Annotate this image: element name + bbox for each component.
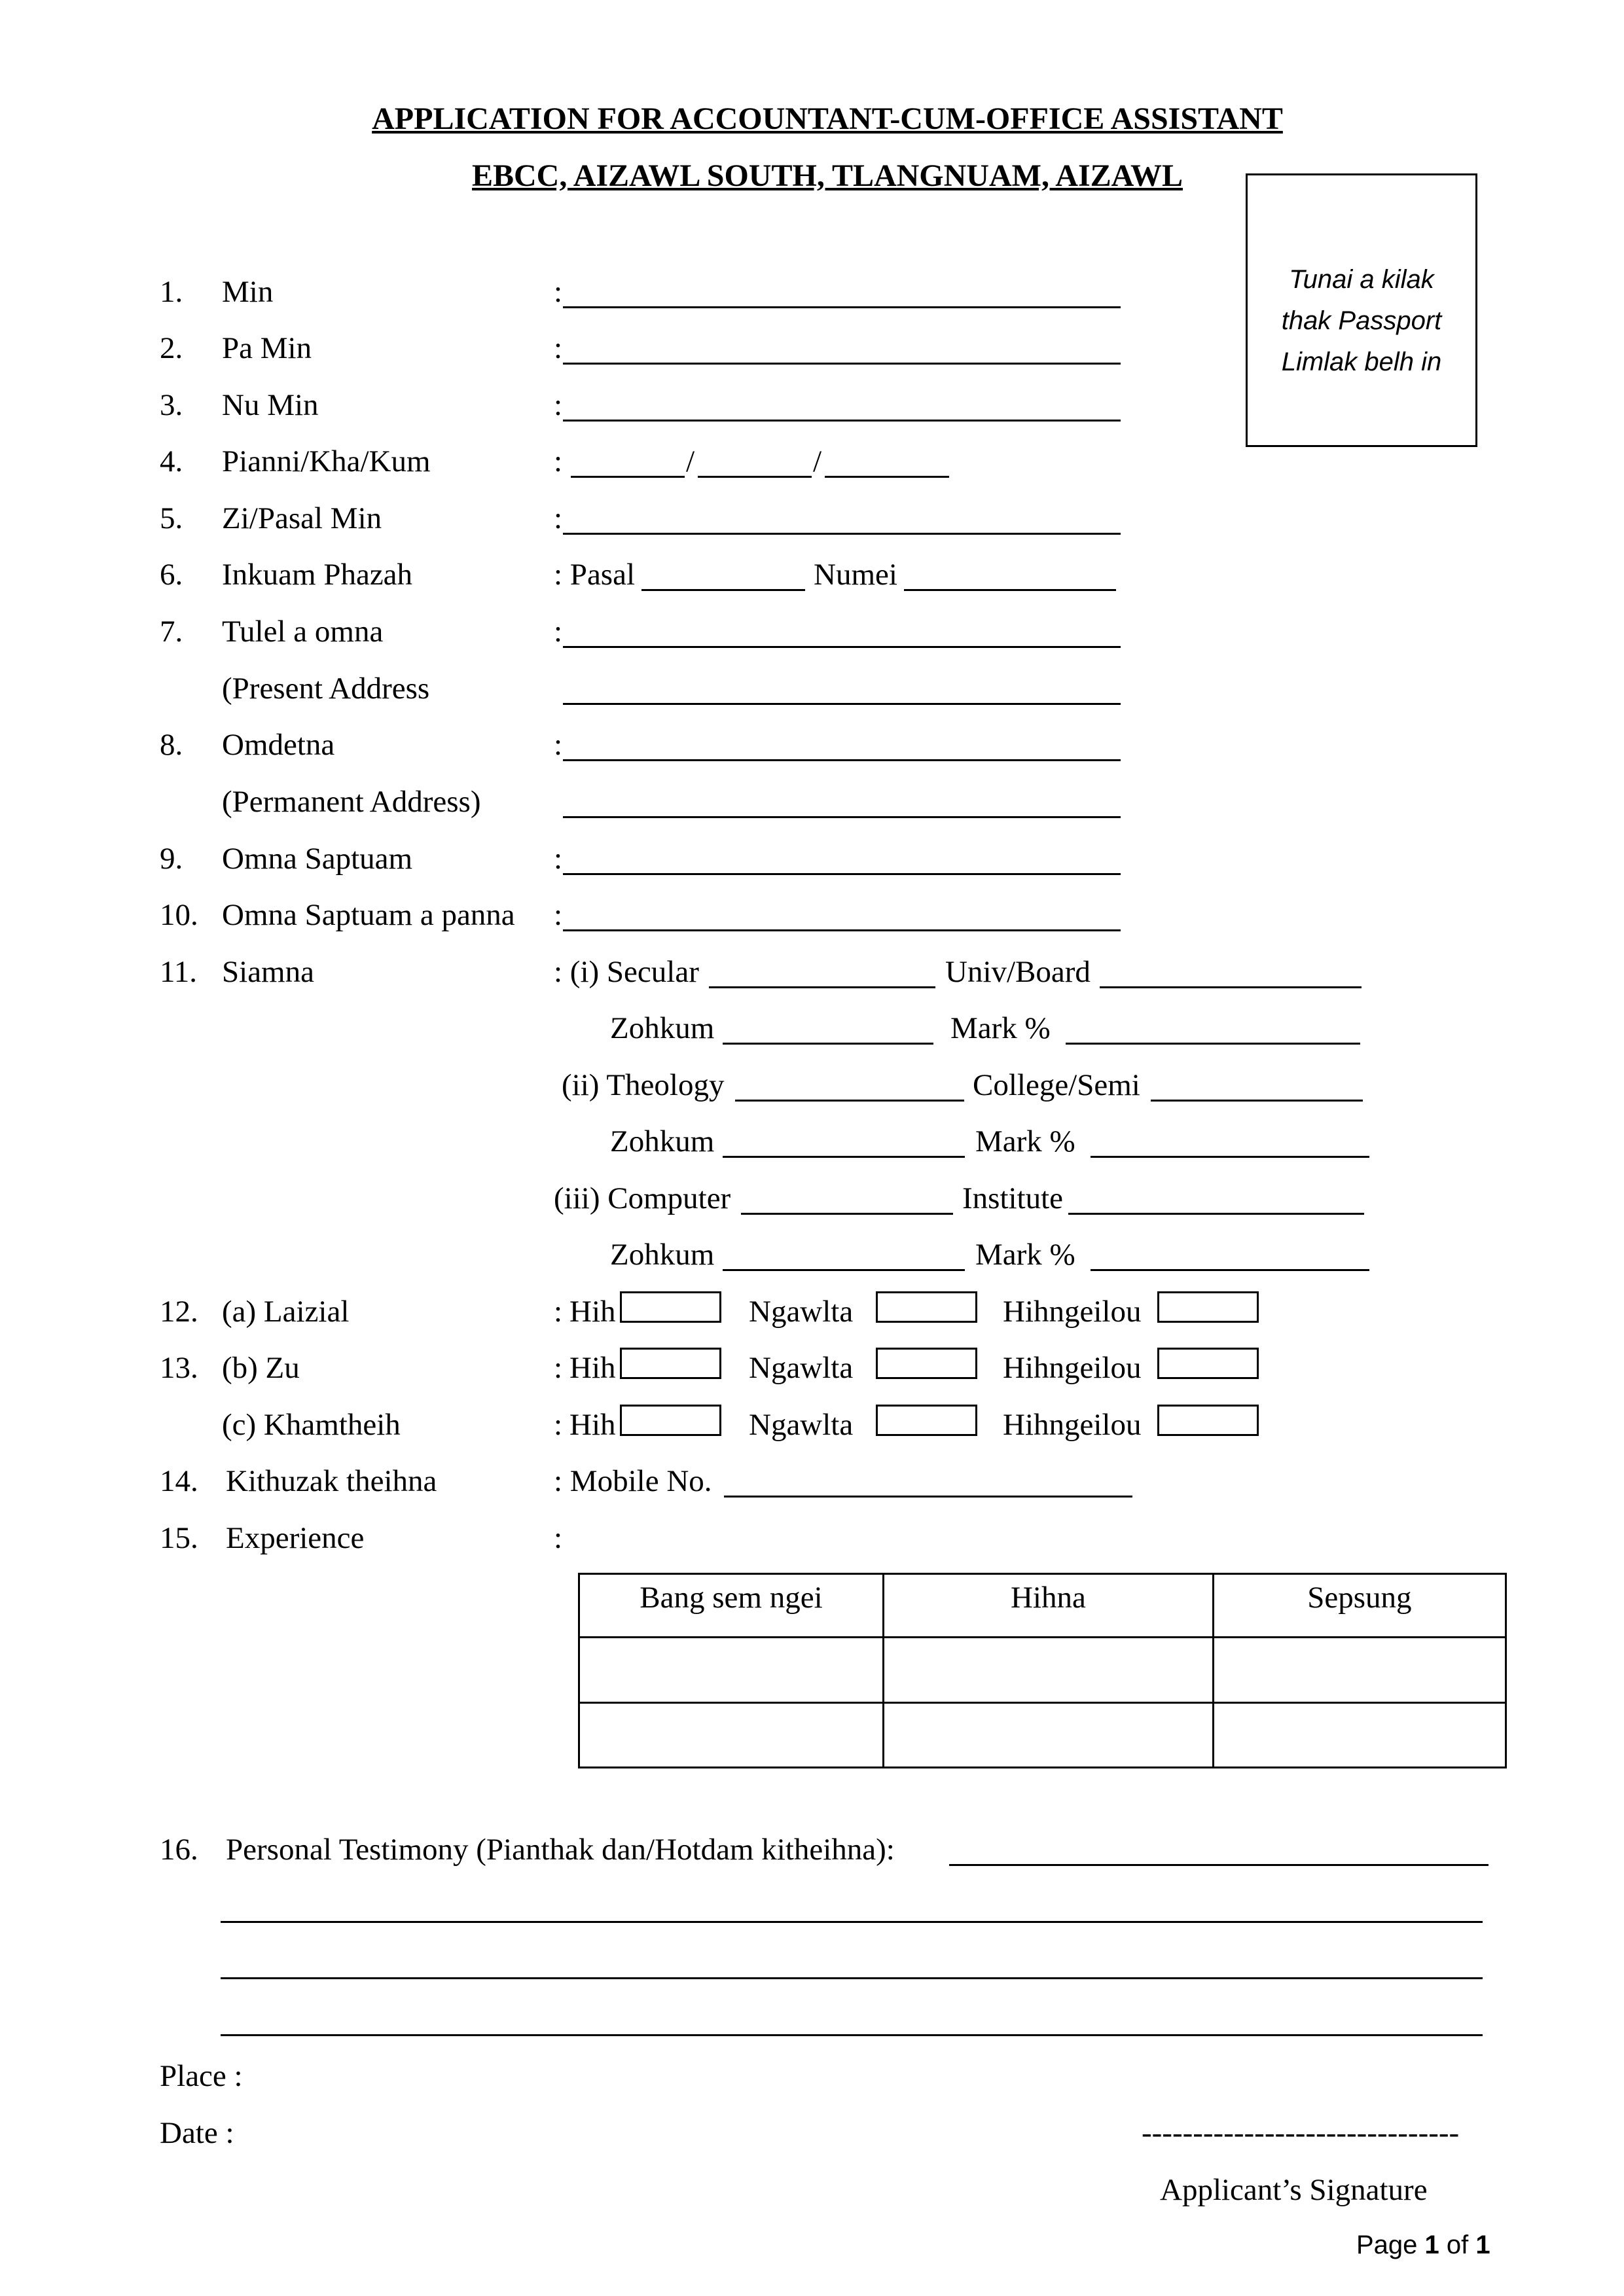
language-label-zu: (b) Zu <box>222 1351 300 1385</box>
mother-name-input-line[interactable] <box>563 420 1121 422</box>
table-header-row <box>579 1574 1506 1638</box>
laizial-fair-checkbox[interactable] <box>876 1291 977 1323</box>
language-fair-label: Ngawlta <box>749 1295 854 1329</box>
table-cell[interactable] <box>579 1702 884 1768</box>
dob-year-input-line[interactable] <box>825 476 949 478</box>
zu-good-checkbox[interactable] <box>620 1348 721 1379</box>
field-label-nu-min: Nu Min <box>222 388 319 422</box>
field-label-church-from: Omna Saptuam a panna <box>222 898 515 932</box>
theology-mark-input-line[interactable] <box>1091 1156 1369 1158</box>
computer-input-line[interactable] <box>741 1213 953 1215</box>
college-semi-input-line[interactable] <box>1151 1100 1363 1102</box>
experience-table <box>578 1573 1507 1768</box>
testimony-input-line-2[interactable] <box>221 1921 1483 1923</box>
female-count-input-line[interactable] <box>904 589 1116 591</box>
field-label-church: Omna Saptuam <box>222 842 413 876</box>
table-cell[interactable] <box>883 1702 1213 1768</box>
photo-box-text-3: Limlak belh in <box>1281 348 1442 376</box>
language-label-khamtheih: (c) Khamtheih <box>222 1408 401 1442</box>
field-label-testimony: Personal Testimony (Pianthak dan/Hotdam kitheihna): <box>226 1833 895 1867</box>
dob-month-input-line[interactable] <box>698 476 812 478</box>
zu-fair-checkbox[interactable] <box>876 1348 977 1379</box>
field-number: 2. <box>160 331 183 365</box>
field-number: 1. <box>160 275 183 309</box>
church-from-input-line[interactable] <box>563 929 1121 931</box>
table-header: Bang sem ngei <box>579 1574 884 1638</box>
table-cell[interactable] <box>1213 1702 1506 1768</box>
field-number: 9. <box>160 842 183 876</box>
passport-photo-box <box>1246 173 1477 447</box>
laizial-poor-checkbox[interactable] <box>1157 1291 1259 1323</box>
testimony-input-line-4[interactable] <box>221 2034 1483 2036</box>
church-input-line[interactable] <box>563 873 1121 875</box>
college-semi-label: College/Semi <box>973 1068 1140 1102</box>
date-separator: / <box>686 444 695 478</box>
field-colon: : <box>554 331 563 365</box>
testimony-input-line-1[interactable] <box>949 1864 1489 1866</box>
field-colon: : <box>554 842 563 876</box>
khamtheih-poor-checkbox[interactable] <box>1157 1405 1259 1436</box>
theology-label: (ii) Theology <box>562 1068 725 1102</box>
field-number: 10. <box>160 898 198 932</box>
table-cell[interactable] <box>883 1638 1213 1703</box>
field-number: 3. <box>160 388 183 422</box>
field-number: 15. <box>160 1521 198 1555</box>
language-poor-label: Hihngeilou <box>1003 1351 1142 1385</box>
field-label-dob: Pianni/Kha/Kum <box>222 444 431 478</box>
secular-mark-label: Mark % <box>950 1011 1051 1045</box>
page-prefix: Page <box>1356 2231 1425 2259</box>
language-good-label: Hih <box>569 1351 616 1385</box>
field-label-permanent-address: Omdetna <box>222 728 335 762</box>
page-total: 1 <box>1475 2231 1490 2259</box>
field-label-min: Min <box>222 275 274 309</box>
father-name-input-line[interactable] <box>563 363 1121 365</box>
mobile-label: : Mobile No. <box>554 1464 712 1498</box>
field-label-inkuam: Inkuam Phazah <box>222 558 413 592</box>
dob-day-input-line[interactable] <box>571 476 685 478</box>
laizial-good-checkbox[interactable] <box>620 1291 721 1323</box>
computer-label: (iii) Computer <box>554 1181 731 1215</box>
field-colon: : <box>554 728 563 762</box>
field-number: 4. <box>160 444 183 478</box>
field-sublabel-permanent-address: (Permanent Address) <box>222 785 481 819</box>
computer-division-label: Zohkum <box>610 1238 715 1272</box>
field-colon: : <box>554 501 563 535</box>
theology-mark-label: Mark % <box>975 1124 1075 1158</box>
theology-division-label: Zohkum <box>610 1124 715 1158</box>
language-good-label: Hih <box>569 1408 616 1442</box>
language-colon: : <box>554 1408 563 1442</box>
language-colon: : <box>554 1351 563 1385</box>
language-good-label: Hih <box>569 1295 616 1329</box>
language-fair-label: Ngawlta <box>749 1408 854 1442</box>
language-poor-label: Hihngeilou <box>1003 1295 1142 1329</box>
secular-mark-input-line[interactable] <box>1066 1043 1360 1045</box>
page-current: 1 <box>1424 2231 1439 2259</box>
place-label: Place : <box>160 2059 243 2093</box>
secular-division-label: Zohkum <box>610 1011 715 1045</box>
field-number: 14. <box>160 1464 198 1498</box>
univ-board-label: Univ/Board <box>945 955 1091 989</box>
table-cell[interactable] <box>1213 1638 1506 1703</box>
language-label-laizial: (a) Laizial <box>222 1295 350 1329</box>
field-number: 13. <box>160 1351 198 1385</box>
field-number: 11. <box>160 955 198 989</box>
zu-poor-checkbox[interactable] <box>1157 1348 1259 1379</box>
testimony-input-line-3[interactable] <box>221 1977 1483 1979</box>
secular-division-input-line[interactable] <box>723 1043 933 1045</box>
form-subtitle: EBCC, AIZAWL SOUTH, TLANGNUAM, AIZAWL <box>471 158 1183 193</box>
table-header: Hihna <box>883 1574 1213 1638</box>
institute-input-line[interactable] <box>1068 1213 1364 1215</box>
field-number: 5. <box>160 501 183 535</box>
computer-division-input-line[interactable] <box>723 1269 965 1271</box>
field-colon: : <box>554 898 563 932</box>
male-count-input-line[interactable] <box>641 589 805 591</box>
field-colon: : <box>554 1521 563 1555</box>
signature-label: Applicant’s Signature <box>1160 2173 1428 2207</box>
page-mid: of <box>1439 2231 1476 2259</box>
field-number: 8. <box>160 728 183 762</box>
signature-line: ------------------------------- <box>1142 2116 1460 2150</box>
permanent-address-input-line-1[interactable] <box>563 759 1121 761</box>
table-row <box>579 1638 1506 1703</box>
table-cell[interactable] <box>579 1638 884 1703</box>
khamtheih-good-checkbox[interactable] <box>620 1405 721 1436</box>
field-number: 7. <box>160 615 183 649</box>
form-title: APPLICATION FOR ACCOUNTANT-CUM-OFFICE ASSISTANT <box>372 101 1283 136</box>
permanent-address-input-line-2[interactable] <box>563 816 1121 818</box>
field-label-education: Siamna <box>222 955 314 989</box>
field-pasal-label: : Pasal <box>554 558 636 592</box>
language-colon: : <box>554 1295 563 1329</box>
spouse-name-input-line[interactable] <box>563 533 1121 535</box>
field-number: 6. <box>160 558 183 592</box>
language-poor-label: Hihngeilou <box>1003 1408 1142 1442</box>
khamtheih-fair-checkbox[interactable] <box>876 1405 977 1436</box>
computer-mark-label: Mark % <box>975 1238 1075 1272</box>
field-colon: : <box>554 275 563 309</box>
photo-box-text-2: thak Passport <box>1281 306 1442 335</box>
table-row <box>579 1702 1506 1768</box>
secular-input-line[interactable] <box>709 986 935 988</box>
field-label-pa-min: Pa Min <box>222 331 312 365</box>
photo-box-text-1: Tunai a kilak <box>1289 265 1434 294</box>
date-label: Date : <box>160 2116 234 2150</box>
field-numei-label: Numei <box>814 558 897 592</box>
computer-mark-input-line[interactable] <box>1091 1269 1369 1271</box>
mobile-input-line[interactable] <box>724 1496 1132 1498</box>
theology-division-input-line[interactable] <box>723 1156 965 1158</box>
field-label-contact: Kithuzak theihna <box>226 1464 437 1498</box>
field-label-present-address: Tulel a omna <box>222 615 384 649</box>
table-header: Sepsung <box>1213 1574 1506 1638</box>
field-colon: : <box>554 615 563 649</box>
field-sublabel-present-address: (Present Address <box>222 672 430 706</box>
name-input-line[interactable] <box>563 306 1121 308</box>
present-address-input-line-1[interactable] <box>563 646 1121 648</box>
field-label-experience: Experience <box>226 1521 365 1555</box>
univ-board-input-line[interactable] <box>1100 986 1362 988</box>
language-fair-label: Ngawlta <box>749 1351 854 1385</box>
secular-label: : (i) Secular <box>554 955 699 989</box>
field-label-zi-pasal: Zi/Pasal Min <box>222 501 382 535</box>
field-colon: : <box>554 444 563 478</box>
field-number: 12. <box>160 1295 198 1329</box>
date-separator: / <box>813 444 822 478</box>
present-address-input-line-2[interactable] <box>563 703 1121 705</box>
theology-input-line[interactable] <box>735 1100 964 1102</box>
field-colon: : <box>554 388 563 422</box>
page-number <box>1356 2232 1490 2258</box>
field-number: 16. <box>160 1833 198 1867</box>
institute-label: Institute <box>962 1181 1064 1215</box>
